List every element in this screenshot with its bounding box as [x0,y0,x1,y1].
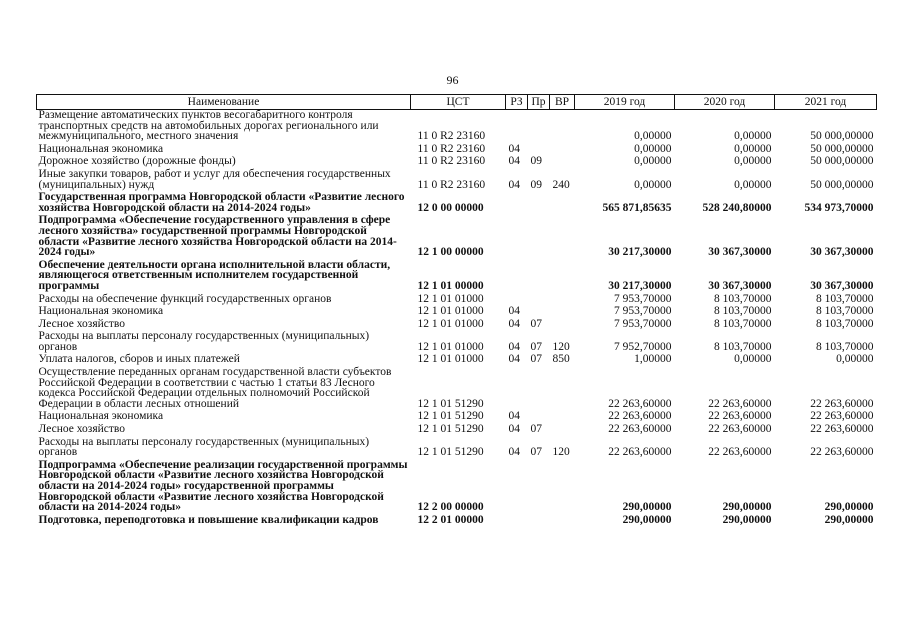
cell-vr [550,411,575,424]
cell-vr [550,294,575,307]
cell-y2021: 50 000,00000 [810,155,874,168]
cell-name: Лесное хозяйство [38,423,126,436]
cell-y2020: 0,00000 [734,142,772,155]
cell-y2019: 30 217,30000 [608,279,672,292]
cell-cst: 12 2 01 00000 [417,513,484,526]
cell-vr [550,460,575,515]
cell-y2021: 22 263,60000 [810,446,874,459]
cell-y2020: 290,00000 [722,513,772,526]
cell-pr [528,260,550,294]
cell-y2019: 0,00000 [634,130,672,143]
cell-pr [528,215,550,259]
cell-y2019: 22 263,60000 [608,397,672,410]
cell-pr [528,460,550,515]
cell-name: Подготовка, переподготовка и повышение квалификации кадров [38,513,379,526]
cell-name: Размещение автоматических пунктов весогабаритного контроля транспортных средств на автомобильных дорогах регионального или межмуниципального, местного значения [38,109,379,143]
cell-y2019: 7 953,70000 [614,317,672,330]
cell-pr: 07 [530,317,542,330]
cell-cst: 12 1 01 51290 [417,410,484,423]
cell-name: Расходы на выплаты персоналу государственных (муниципальных) органов [38,330,370,353]
cell-y2021: 0,00000 [836,353,874,366]
cell-y2021: 22 263,60000 [810,410,874,423]
cell-cst: 12 1 01 01000 [417,317,484,330]
cell-vr [550,367,575,411]
cell-rz: 04 [508,410,520,423]
cell-y2021: 290,00000 [824,513,874,526]
cell-rz: 04 [508,423,520,436]
cell-vr: 120 [552,446,570,459]
cell-y2020: 8 103,70000 [714,305,772,318]
cell-y2020: 22 263,60000 [708,410,772,423]
cell-rz: 04 [508,353,520,366]
table-row [37,169,877,192]
cell-y2021: 534 973,70000 [804,201,874,214]
cell-y2019: 0,00000 [634,178,672,191]
cell-y2020: 22 263,60000 [708,423,772,436]
cell-vr [550,306,575,319]
header-name: Наименование [37,95,411,110]
table-row [37,460,877,515]
header-2020: 2020 год [675,95,775,110]
cell-rz: 04 [508,305,520,318]
cell-y2019: 30 217,30000 [608,246,672,259]
cell-y2021: 50 000,00000 [810,178,874,191]
cell-vr [550,110,575,144]
budget-table [36,94,877,527]
cell-name: Уплата налогов, сборов и иных платежей [38,353,240,366]
table-row [37,110,877,144]
cell-pr [528,110,550,144]
cell-vr: 120 [552,340,570,353]
cell-y2021: 30 367,30000 [810,279,874,292]
cell-y2021: 8 103,70000 [816,340,874,353]
cell-rz: 04 [508,142,520,155]
cell-cst: 12 1 00 00000 [417,246,484,259]
cell-name: Иные закупки товаров, работ и услуг для обеспечения государственных (муниципальных) нужд [38,167,391,191]
cell-y2019: 22 263,60000 [608,446,672,459]
cell-y2020: 0,00000 [734,353,772,366]
cell-vr [550,515,575,528]
cell-pr: 09 [530,178,542,191]
cell-name: Расходы на обеспечение функций государственных органов [38,292,332,305]
cell-pr: 07 [530,353,542,366]
table-row [37,437,877,460]
cell-y2019: 22 263,60000 [608,410,672,423]
cell-y2020: 0,00000 [734,155,772,168]
cell-rz: 04 [508,178,520,191]
header-2021: 2021 год [775,95,877,110]
cell-pr [528,306,550,319]
table-row [37,367,877,411]
cell-rz [506,460,528,515]
cell-y2021: 8 103,70000 [816,317,874,330]
cell-name: Расходы на выплаты персоналу государственных (муниципальных) органов [38,435,370,459]
cell-y2020: 0,00000 [734,178,772,191]
table-row [37,424,877,437]
cell-pr: 07 [530,446,542,459]
cell-rz [506,260,528,294]
cell-cst: 11 0 R2 23160 [417,178,486,191]
cell-rz [506,515,528,528]
cell-y2021: 8 103,70000 [816,305,874,318]
cell-rz [506,192,528,215]
table-row [37,331,877,354]
cell-y2020: 528 240,80000 [702,201,772,214]
cell-name: Обеспечение деятельности органа исполнительной власти области, являющегося ответственным исполнителем государственной программы [38,258,391,292]
cell-pr [528,515,550,528]
header-vr: ВР [550,95,575,110]
cell-y2019: 1,00000 [634,353,672,366]
cell-rz [506,110,528,144]
cell-cst: 11 0 R2 23160 [417,142,486,155]
cell-y2021: 50 000,00000 [810,130,874,143]
cell-vr [550,260,575,294]
cell-rz: 04 [508,155,520,168]
cell-vr [550,156,575,169]
cell-rz [506,367,528,411]
cell-y2019: 290,00000 [622,501,672,514]
table-row [37,515,877,528]
cell-vr [550,319,575,332]
cell-y2020: 30 367,30000 [708,246,772,259]
cell-y2020: 0,00000 [734,130,772,143]
cell-cst: 12 0 00 00000 [417,201,484,214]
cell-name: Подпрограмма «Обеспечение реализации государственной программы Новгородской области «Развитие лесного хозяйства Новгородской области на 2014-2024 годы» государственной программы Новгородской области «Развитие лесного хозяйства Новгородской области на 2014-2024 годы» [38,458,408,514]
table-row [37,215,877,259]
cell-cst: 11 0 R2 23160 [417,130,486,143]
cell-y2020: 30 367,30000 [708,279,772,292]
cell-y2020: 8 103,70000 [714,317,772,330]
cell-name: Национальная экономика [38,142,164,155]
cell-y2019: 0,00000 [634,155,672,168]
cell-y2020: 8 103,70000 [714,340,772,353]
cell-y2020: 8 103,70000 [714,292,772,305]
cell-y2019: 7 953,70000 [614,305,672,318]
cell-y2021: 8 103,70000 [816,292,874,305]
cell-y2020: 22 263,60000 [708,446,772,459]
header-cst: ЦСТ [411,95,506,110]
cell-name: Дорожное хозяйство (дорожные фонды) [38,155,236,168]
cell-pr [528,294,550,307]
cell-y2019: 290,00000 [622,513,672,526]
cell-y2021: 22 263,60000 [810,423,874,436]
cell-cst: 12 1 01 51290 [417,423,484,436]
cell-y2021: 290,00000 [824,501,874,514]
cell-y2021: 22 263,60000 [810,397,874,410]
cell-y2021: 30 367,30000 [810,246,874,259]
table-row [37,306,877,319]
cell-name: Государственная программа Новгородской области «Развитие лесного хозяйства Новгородской области на 2014-2024 годы» [38,191,405,214]
cell-cst: 12 2 00 00000 [417,501,484,514]
cell-cst: 12 1 01 51290 [417,446,484,459]
cell-vr [550,424,575,437]
cell-vr [550,144,575,157]
cell-vr: 240 [552,178,570,191]
cell-pr [528,192,550,215]
cell-pr: 07 [530,423,542,436]
cell-y2019: 565 871,85635 [602,201,672,214]
cell-cst: 12 1 01 01000 [417,292,484,305]
cell-name: Национальная экономика [38,410,164,423]
cell-y2019: 22 263,60000 [608,423,672,436]
cell-y2020: 290,00000 [722,501,772,514]
cell-name: Подпрограмма «Обеспечение государственного управления в сфере лесного хозяйства» государственной программы Новгородской области «Развитие лесного хозяйства Новгородской области на 2014-2024 годы» [38,214,397,259]
header-rz: РЗ [506,95,528,110]
cell-vr [550,215,575,259]
cell-name: Национальная экономика [38,305,164,318]
cell-rz: 04 [508,340,520,353]
cell-cst: 12 1 01 01000 [417,353,484,366]
cell-vr: 850 [552,353,570,366]
cell-y2019: 0,00000 [634,142,672,155]
cell-pr: 07 [530,340,542,353]
cell-pr [528,367,550,411]
cell-rz: 04 [508,317,520,330]
cell-cst: 12 1 01 01000 [417,305,484,318]
cell-name: Лесное хозяйство [38,317,126,330]
table-body [37,110,877,528]
cell-y2020: 22 263,60000 [708,397,772,410]
cell-name: Осуществление переданных органам государственной власти субъектов Российской Федерации в соответствии с частью 1 статьи 83 Лесного кодекса Российской Федерации отдельных полномочий Российской Федерации в области лесных отношений [38,366,392,410]
table-row [37,192,877,215]
cell-y2021: 50 000,00000 [810,142,874,155]
cell-vr [550,192,575,215]
header-2019: 2019 год [575,95,675,110]
page-number: 96 [446,73,459,87]
cell-y2019: 7 952,70000 [614,340,672,353]
table-row [37,260,877,294]
header-pr: Пр [528,95,550,110]
cell-cst: 11 0 R2 23160 [417,155,486,168]
cell-cst: 12 1 01 51290 [417,397,484,410]
cell-rz [506,215,528,259]
cell-cst: 12 1 01 00000 [417,279,484,292]
table-header-row [37,95,877,110]
cell-pr: 09 [530,155,542,168]
cell-rz: 04 [508,446,520,459]
cell-cst: 12 1 01 01000 [417,340,484,353]
cell-y2019: 7 953,70000 [614,292,672,305]
